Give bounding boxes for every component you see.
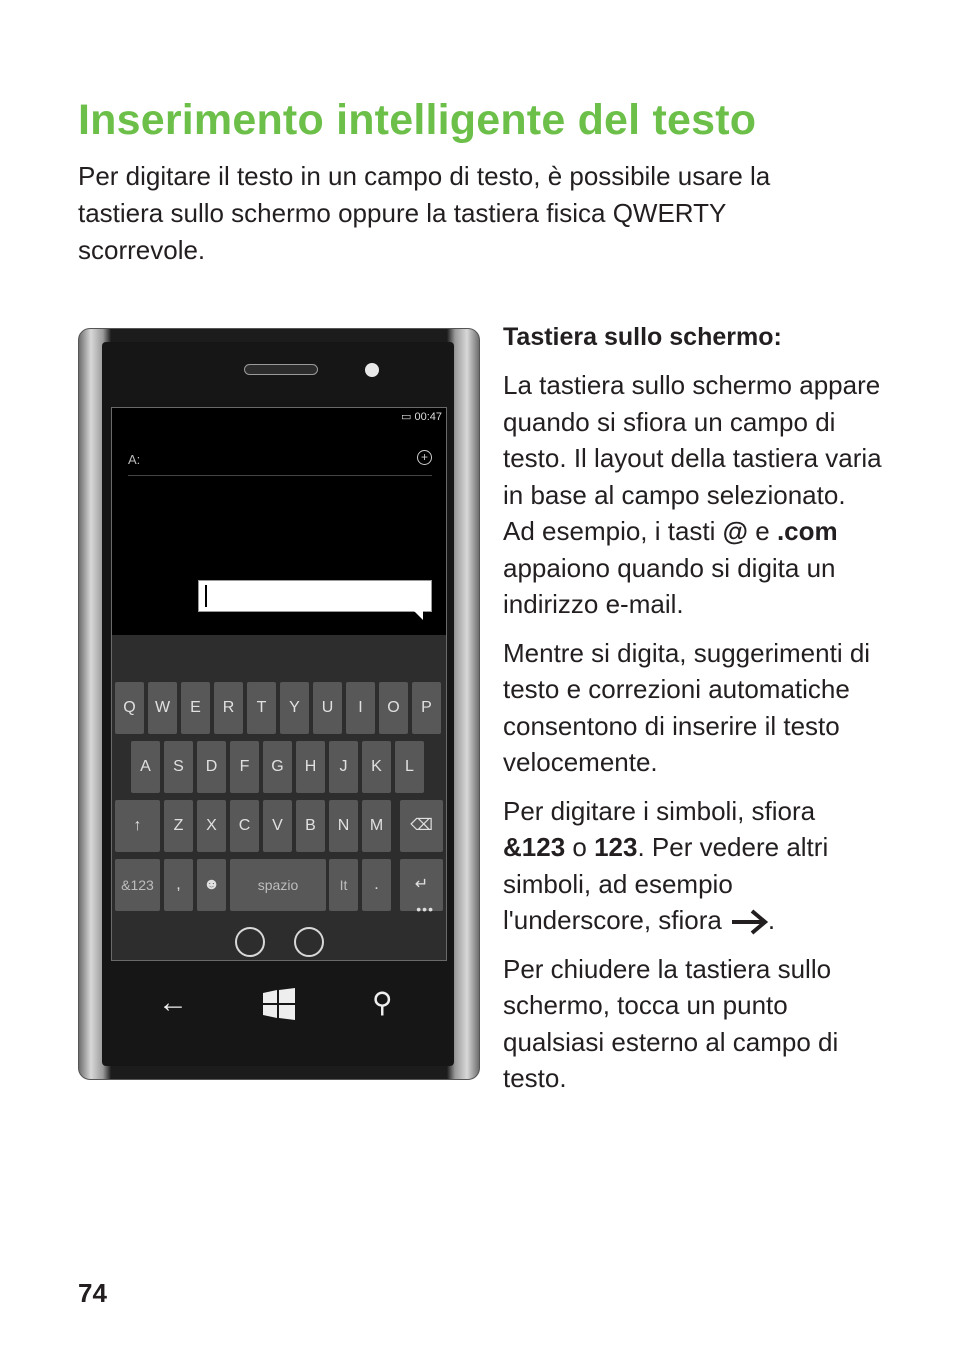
key-q[interactable]: Q <box>115 682 144 734</box>
key-a[interactable]: A <box>131 741 160 793</box>
page-title: Inserimento intelligente del testo <box>78 96 757 144</box>
text-cursor <box>205 585 207 607</box>
key-period[interactable]: . <box>362 859 391 911</box>
status-bar <box>401 410 442 423</box>
phone-screen <box>111 407 447 961</box>
back-button-icon[interactable]: ← <box>158 986 188 1019</box>
status-time: 00:47 <box>414 411 442 423</box>
key-language[interactable]: It <box>329 859 358 911</box>
paragraph-symbols: Per digitare i simboli, sfiora &123 o 123. Per vedere altri simboli, ad esempio l'underscore, sfiora . <box>503 795 829 935</box>
key-u[interactable]: U <box>313 682 342 734</box>
key-x[interactable]: X <box>197 800 226 852</box>
key-f[interactable]: F <box>230 741 259 793</box>
key-c[interactable]: C <box>230 800 259 852</box>
key-o[interactable]: O <box>379 682 408 734</box>
intro-paragraph: Per digitare il testo in un campo di testo, è possibile usare la tastiera sullo schermo oppure la tastiera fisica QWERTY scorrevole. <box>78 161 771 265</box>
message-bubble-tail <box>414 611 423 620</box>
paragraph-layout: La tastiera sullo schermo appare quando si sfiora un campo di testo. Il layout della tastiera varia in base al campo selezionato. Ad esempio, i tasti @ e .com appaiono quando si digita un indirizzo e-mail. <box>503 370 882 619</box>
key-h[interactable]: H <box>296 741 325 793</box>
key-b[interactable]: B <box>296 800 325 852</box>
on-screen-keyboard <box>112 635 446 960</box>
key-j[interactable]: J <box>329 741 358 793</box>
key-v[interactable]: V <box>263 800 292 852</box>
key-t[interactable]: T <box>247 682 276 734</box>
key-l[interactable]: L <box>395 741 424 793</box>
section-heading: Tastiera sullo schermo: <box>503 323 782 351</box>
key-n[interactable]: N <box>329 800 358 852</box>
page-number: 74 <box>78 1278 107 1308</box>
key-g[interactable]: G <box>263 741 292 793</box>
key-z[interactable]: Z <box>164 800 193 852</box>
key-shift[interactable]: ↑ <box>115 800 160 852</box>
key-w[interactable]: W <box>148 682 177 734</box>
key-symbols[interactable]: &123 <box>115 859 160 911</box>
key-i[interactable]: I <box>346 682 375 734</box>
more-options-icon[interactable]: ••• <box>416 901 434 917</box>
key-d[interactable]: D <box>197 741 226 793</box>
front-sensor <box>365 363 379 377</box>
speaker-grille <box>244 364 318 375</box>
battery-icon: ▭ <box>401 411 412 423</box>
message-input[interactable] <box>198 580 432 612</box>
paragraph-suggestions: Mentre si digita, suggerimenti di testo e correzioni automatiche consentono di inserire il testo velocemente. <box>503 637 871 777</box>
paragraph-close: Per chiudere la tastiera sullo schermo, tocca un punto qualsiasi esterno al campo di testo. <box>503 953 839 1093</box>
search-button-icon[interactable]: ⚲ <box>372 987 393 1018</box>
at-key-label: @ <box>722 516 749 546</box>
phone-illustration <box>78 328 480 1082</box>
to-field-label: A: <box>128 452 141 467</box>
to-field-underline <box>128 475 432 476</box>
arrow-right-icon <box>730 909 768 935</box>
key-p[interactable]: P <box>412 682 441 734</box>
key-comma[interactable]: , <box>164 859 193 911</box>
key-emoticon[interactable]: ☻ <box>197 859 226 911</box>
key-e[interactable]: E <box>181 682 210 734</box>
symbols-key-label: &123 <box>503 832 566 862</box>
com-key-label: .com <box>776 516 838 546</box>
key-enter[interactable]: ↵ <box>400 859 443 911</box>
windows-start-icon[interactable] <box>262 988 296 1025</box>
send-message-icon[interactable] <box>235 927 265 957</box>
attach-icon[interactable] <box>294 927 324 957</box>
key-r[interactable]: R <box>214 682 243 734</box>
key-backspace[interactable]: ⌫ <box>400 800 443 852</box>
key-y[interactable]: Y <box>280 682 309 734</box>
key-s[interactable]: S <box>164 741 193 793</box>
key-m[interactable]: M <box>362 800 391 852</box>
key-space[interactable]: spazio <box>230 859 326 911</box>
keyboard-section <box>503 318 883 1109</box>
key-k[interactable]: K <box>362 741 391 793</box>
numbers-key-label: 123 <box>594 832 638 862</box>
add-contact-icon[interactable]: + <box>417 450 432 465</box>
